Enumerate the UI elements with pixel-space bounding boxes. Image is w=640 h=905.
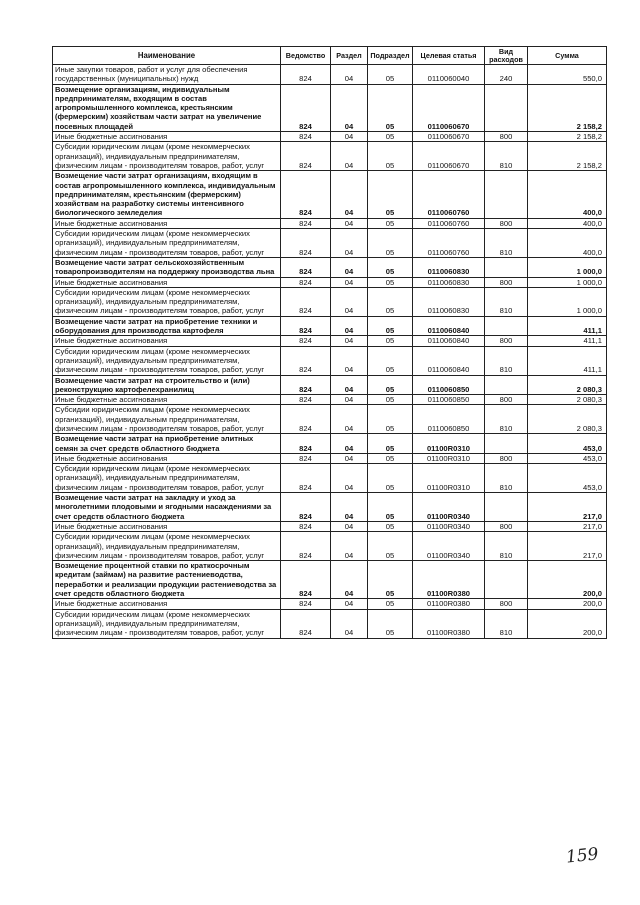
table-row [53, 599, 607, 609]
cell-subsection: 05 [368, 316, 413, 336]
cell-section: 04 [331, 277, 368, 287]
cell-amount: 2 080,3 [528, 405, 607, 434]
table-row [53, 453, 607, 463]
cell-amount: 217,0 [528, 493, 607, 522]
cell-section: 04 [331, 532, 368, 561]
cell-section: 04 [331, 84, 368, 131]
cell-section: 04 [331, 316, 368, 336]
cell-expense-type: 240 [485, 65, 528, 85]
cell-dept: 824 [281, 257, 331, 277]
cell-subsection: 05 [368, 395, 413, 405]
cell-expense-type: 800 [485, 599, 528, 609]
cell-dept: 824 [281, 561, 331, 599]
table-row [53, 395, 607, 405]
cell-target: 01100R0310 [413, 464, 485, 493]
cell-name: Возмещение части затрат на закладку и уход за многолетними плодовыми и ягодными насаждениями за счет средств областного бюджета [53, 493, 281, 522]
table-row [53, 493, 607, 522]
cell-expense-type: 800 [485, 132, 528, 142]
cell-name: Субсидии юридическим лицам (кроме некоммерческих организаций), индивидуальным предпринимателям, физическим лицам - производителям товаров, работ, услуг [53, 287, 281, 316]
cell-section: 04 [331, 132, 368, 142]
table-row [53, 346, 607, 375]
cell-name: Иные бюджетные ассигнования [53, 395, 281, 405]
cell-amount: 411,1 [528, 316, 607, 336]
cell-name: Субсидии юридическим лицам (кроме некоммерческих организаций), индивидуальным предпринимателям, физическим лицам - производителям товаров, работ, услуг [53, 532, 281, 561]
cell-expense-type: 800 [485, 453, 528, 463]
cell-name: Иные закупки товаров, работ и услуг для обеспечения государственных (муниципальных) нужд [53, 65, 281, 85]
cell-expense-type: 810 [485, 532, 528, 561]
table-row [53, 257, 607, 277]
cell-subsection: 05 [368, 453, 413, 463]
table-row [53, 171, 607, 218]
cell-section: 04 [331, 521, 368, 531]
cell-target: 0110060670 [413, 142, 485, 171]
cell-name: Возмещение части затрат сельскохозяйственным товаропроизводителям на поддержку производства льна [53, 257, 281, 277]
header-amount: Сумма [528, 47, 607, 65]
cell-name: Возмещение части затрат на приобретение техники и оборудования для производства картофеля [53, 316, 281, 336]
cell-section: 04 [331, 336, 368, 346]
cell-amount: 400,0 [528, 171, 607, 218]
cell-name: Иные бюджетные ассигнования [53, 453, 281, 463]
cell-name: Иные бюджетные ассигнования [53, 132, 281, 142]
cell-expense-type [485, 561, 528, 599]
cell-dept: 824 [281, 346, 331, 375]
cell-subsection: 05 [368, 171, 413, 218]
cell-section: 04 [331, 464, 368, 493]
cell-name: Субсидии юридическим лицам (кроме некоммерческих организаций), индивидуальным предпринимателям, физическим лицам - производителям товаров, работ, услуг [53, 405, 281, 434]
cell-subsection: 05 [368, 277, 413, 287]
cell-expense-type [485, 257, 528, 277]
cell-target: 0110060840 [413, 346, 485, 375]
cell-target: 01100R0310 [413, 434, 485, 454]
cell-expense-type [485, 493, 528, 522]
cell-dept: 824 [281, 336, 331, 346]
header-section: Раздел [331, 47, 368, 65]
table-row [53, 532, 607, 561]
cell-amount: 550,0 [528, 65, 607, 85]
cell-name: Иные бюджетные ассигнования [53, 277, 281, 287]
cell-amount: 411,1 [528, 336, 607, 346]
cell-subsection: 05 [368, 218, 413, 228]
cell-dept: 824 [281, 532, 331, 561]
cell-expense-type: 810 [485, 464, 528, 493]
header-dept: Ведомство [281, 47, 331, 65]
cell-section: 04 [331, 171, 368, 218]
cell-expense-type: 810 [485, 405, 528, 434]
cell-amount: 2 080,3 [528, 395, 607, 405]
cell-dept: 824 [281, 395, 331, 405]
cell-subsection: 05 [368, 532, 413, 561]
cell-name: Возмещение части затрат организациям, входящим в состав агропромышленного комплекса, индивидуальным предпринимателям, крестьянским (фермерским) хозяйствам на разработку системы интенсивного биологического земледелия [53, 171, 281, 218]
cell-target: 01100R0340 [413, 521, 485, 531]
cell-dept: 824 [281, 599, 331, 609]
cell-section: 04 [331, 395, 368, 405]
cell-target: 0110060040 [413, 65, 485, 85]
cell-subsection: 05 [368, 346, 413, 375]
cell-dept: 824 [281, 287, 331, 316]
cell-expense-type [485, 171, 528, 218]
cell-amount: 217,0 [528, 532, 607, 561]
table-row [53, 65, 607, 85]
cell-section: 04 [331, 142, 368, 171]
cell-expense-type: 810 [485, 229, 528, 258]
cell-amount: 1 000,0 [528, 277, 607, 287]
cell-target: 0110060670 [413, 84, 485, 131]
cell-target: 0110060760 [413, 171, 485, 218]
table-row [53, 464, 607, 493]
table-row [53, 521, 607, 531]
cell-subsection: 05 [368, 257, 413, 277]
document-page [52, 46, 606, 639]
table-body [53, 65, 607, 639]
cell-section: 04 [331, 229, 368, 258]
cell-name: Иные бюджетные ассигнования [53, 521, 281, 531]
table-row [53, 142, 607, 171]
cell-amount: 1 000,0 [528, 287, 607, 316]
cell-dept: 824 [281, 142, 331, 171]
cell-subsection: 05 [368, 229, 413, 258]
cell-dept: 824 [281, 132, 331, 142]
header-expense-type: Вид расходов [485, 47, 528, 65]
cell-target: 0110060830 [413, 257, 485, 277]
table-row [53, 218, 607, 228]
cell-target: 0110060850 [413, 375, 485, 395]
cell-amount: 400,0 [528, 218, 607, 228]
cell-subsection: 05 [368, 434, 413, 454]
cell-amount: 453,0 [528, 434, 607, 454]
cell-section: 04 [331, 599, 368, 609]
cell-amount: 2 158,2 [528, 132, 607, 142]
cell-dept: 824 [281, 229, 331, 258]
cell-target: 0110060760 [413, 218, 485, 228]
cell-amount: 453,0 [528, 453, 607, 463]
cell-section: 04 [331, 453, 368, 463]
cell-dept: 824 [281, 171, 331, 218]
cell-dept: 824 [281, 316, 331, 336]
cell-subsection: 05 [368, 375, 413, 395]
cell-expense-type: 810 [485, 142, 528, 171]
cell-subsection: 05 [368, 132, 413, 142]
cell-expense-type: 800 [485, 336, 528, 346]
cell-subsection: 05 [368, 521, 413, 531]
cell-target: 0110060670 [413, 132, 485, 142]
cell-amount: 411,1 [528, 346, 607, 375]
cell-amount: 200,0 [528, 609, 607, 638]
cell-dept: 824 [281, 65, 331, 85]
cell-name: Возмещение части затрат на приобретение элитных семян за счет средств областного бюджета [53, 434, 281, 454]
cell-subsection: 05 [368, 336, 413, 346]
table-row [53, 609, 607, 638]
cell-dept: 824 [281, 434, 331, 454]
cell-section: 04 [331, 287, 368, 316]
table-row [53, 132, 607, 142]
cell-expense-type: 800 [485, 218, 528, 228]
cell-expense-type: 800 [485, 521, 528, 531]
cell-subsection: 05 [368, 405, 413, 434]
cell-subsection: 05 [368, 287, 413, 316]
cell-amount: 2 158,2 [528, 84, 607, 131]
table-header [53, 47, 607, 65]
cell-section: 04 [331, 493, 368, 522]
table-row [53, 375, 607, 395]
cell-name: Возмещение организациям, индивидуальным предпринимателям, входящим в состав агропромышленного комплекса, крестьянским (фермерским) хозяйствам части затрат на увеличение посевных площадей [53, 84, 281, 131]
table-row [53, 434, 607, 454]
cell-dept: 824 [281, 218, 331, 228]
cell-dept: 824 [281, 453, 331, 463]
cell-target: 0110060840 [413, 316, 485, 336]
cell-target: 01100R0340 [413, 493, 485, 522]
cell-dept: 824 [281, 493, 331, 522]
cell-section: 04 [331, 434, 368, 454]
cell-expense-type: 800 [485, 277, 528, 287]
cell-target: 0110060850 [413, 405, 485, 434]
cell-subsection: 05 [368, 609, 413, 638]
header-target: Целевая статья [413, 47, 485, 65]
cell-target: 01100R0380 [413, 609, 485, 638]
cell-expense-type [485, 316, 528, 336]
page-number: 159 [565, 844, 600, 868]
cell-amount: 2 158,2 [528, 142, 607, 171]
cell-section: 04 [331, 405, 368, 434]
cell-name: Субсидии юридическим лицам (кроме некоммерческих организаций), индивидуальным предпринимателям, физическим лицам - производителям товаров, работ, услуг [53, 229, 281, 258]
cell-subsection: 05 [368, 142, 413, 171]
cell-amount: 1 000,0 [528, 257, 607, 277]
cell-dept: 824 [281, 464, 331, 493]
cell-section: 04 [331, 609, 368, 638]
cell-dept: 824 [281, 609, 331, 638]
cell-expense-type: 810 [485, 609, 528, 638]
cell-amount: 400,0 [528, 229, 607, 258]
cell-amount: 200,0 [528, 561, 607, 599]
table-row [53, 561, 607, 599]
cell-name: Возмещение процентной ставки по краткосрочным кредитам (займам) на развитие растениеводства, переработки и реализации продукции растениеводства за счет средств областного бюджета [53, 561, 281, 599]
cell-name: Субсидии юридическим лицам (кроме некоммерческих организаций), индивидуальным предпринимателям, физическим лицам - производителям товаров, работ, услуг [53, 346, 281, 375]
cell-subsection: 05 [368, 84, 413, 131]
cell-dept: 824 [281, 375, 331, 395]
table-row [53, 277, 607, 287]
cell-amount: 200,0 [528, 599, 607, 609]
cell-target: 0110060850 [413, 395, 485, 405]
cell-amount: 453,0 [528, 464, 607, 493]
cell-target: 0110060760 [413, 229, 485, 258]
cell-dept: 824 [281, 521, 331, 531]
cell-subsection: 05 [368, 464, 413, 493]
cell-expense-type [485, 434, 528, 454]
cell-dept: 824 [281, 84, 331, 131]
table-row [53, 287, 607, 316]
cell-amount: 2 080,3 [528, 375, 607, 395]
cell-target: 01100R0380 [413, 561, 485, 599]
cell-section: 04 [331, 65, 368, 85]
cell-subsection: 05 [368, 493, 413, 522]
cell-section: 04 [331, 257, 368, 277]
cell-target: 0110060840 [413, 336, 485, 346]
table-row [53, 229, 607, 258]
cell-name: Субсидии юридическим лицам (кроме некоммерческих организаций), индивидуальным предпринимателям, физическим лицам - производителям товаров, работ, услуг [53, 609, 281, 638]
header-name: Наименование [53, 47, 281, 65]
table-row [53, 84, 607, 131]
cell-expense-type: 810 [485, 346, 528, 375]
cell-expense-type [485, 84, 528, 131]
cell-name: Иные бюджетные ассигнования [53, 218, 281, 228]
cell-target: 01100R0380 [413, 599, 485, 609]
cell-expense-type [485, 375, 528, 395]
cell-dept: 824 [281, 405, 331, 434]
cell-name: Иные бюджетные ассигнования [53, 599, 281, 609]
cell-expense-type: 800 [485, 395, 528, 405]
cell-target: 0110060830 [413, 287, 485, 316]
cell-subsection: 05 [368, 65, 413, 85]
cell-dept: 824 [281, 277, 331, 287]
cell-section: 04 [331, 346, 368, 375]
cell-section: 04 [331, 561, 368, 599]
cell-name: Иные бюджетные ассигнования [53, 336, 281, 346]
cell-target: 01100R0310 [413, 453, 485, 463]
cell-subsection: 05 [368, 599, 413, 609]
cell-section: 04 [331, 218, 368, 228]
cell-target: 0110060830 [413, 277, 485, 287]
table-row [53, 316, 607, 336]
cell-name: Субсидии юридическим лицам (кроме некоммерческих организаций), индивидуальным предпринимателям, физическим лицам - производителям товаров, работ, услуг [53, 464, 281, 493]
table-row [53, 405, 607, 434]
header-subsection: Подраздел [368, 47, 413, 65]
cell-expense-type: 810 [485, 287, 528, 316]
cell-target: 01100R0340 [413, 532, 485, 561]
cell-subsection: 05 [368, 561, 413, 599]
cell-section: 04 [331, 375, 368, 395]
cell-name: Возмещение части затрат на строительство и (или) реконструкцию картофелехранилищ [53, 375, 281, 395]
cell-name: Субсидии юридическим лицам (кроме некоммерческих организаций), индивидуальным предпринимателям, физическим лицам - производителям товаров, работ, услуг [53, 142, 281, 171]
cell-amount: 217,0 [528, 521, 607, 531]
budget-table [52, 46, 607, 639]
table-row [53, 336, 607, 346]
